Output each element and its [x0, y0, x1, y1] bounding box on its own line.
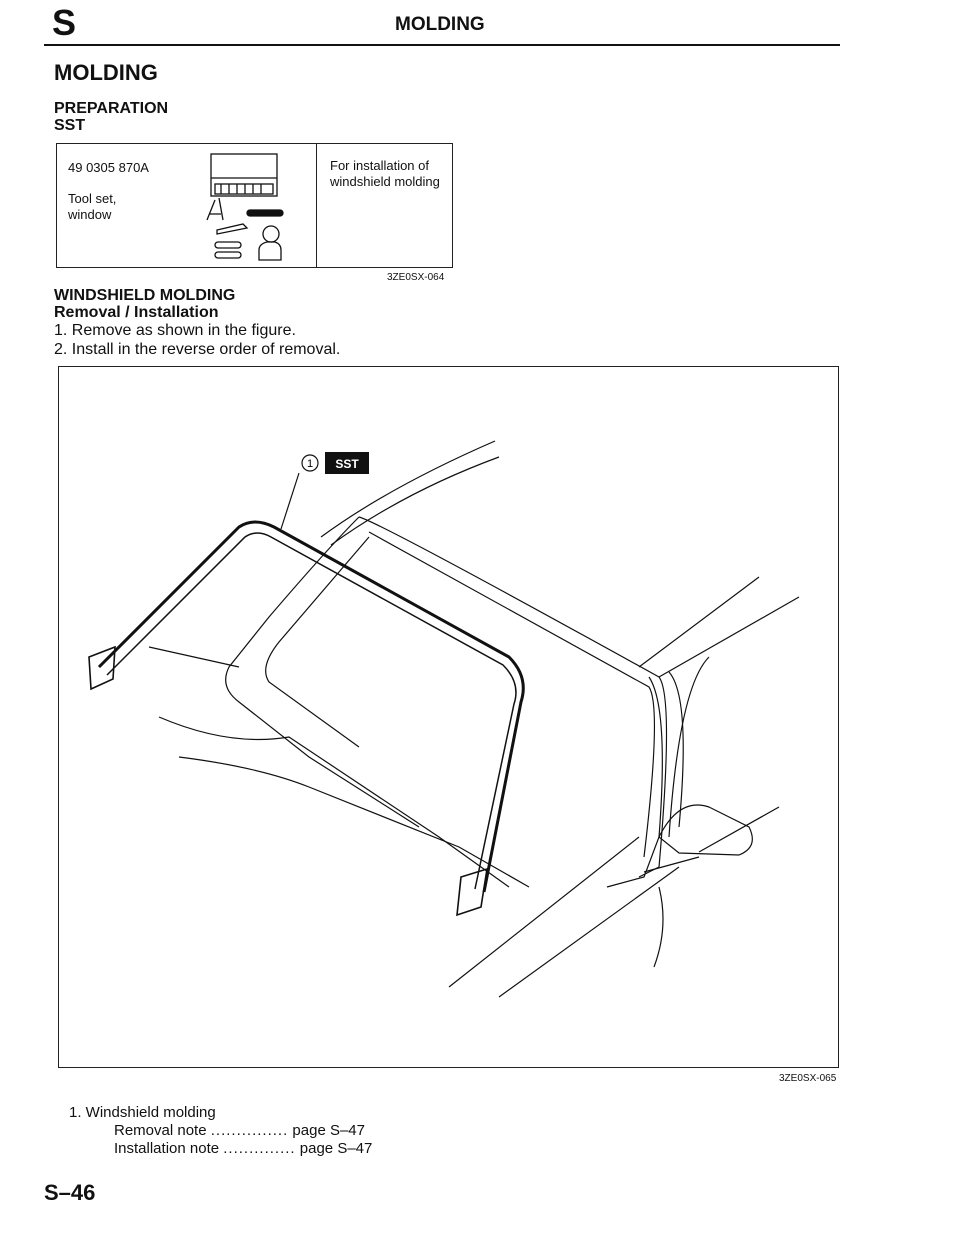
tool-name: Tool set, window [68, 191, 117, 222]
section-letter: S [52, 2, 77, 43]
image-code: 3ZE0SX-064 [387, 272, 445, 283]
page-heading: MOLDING [54, 60, 158, 85]
legend-row-leader: ............... [210, 1122, 289, 1139]
sst-table [56, 143, 453, 268]
section-title: WINDSHIELD MOLDING [54, 287, 236, 304]
step-2: 2. Install in the reverse order of removal. [54, 341, 341, 358]
header-title: MOLDING [395, 14, 485, 35]
table-divider [316, 144, 317, 267]
windshield-molding-illustration [59, 367, 838, 1067]
legend-row-leader: .............. [223, 1140, 296, 1157]
step-1: 1. Remove as shown in the figure. [54, 322, 296, 339]
legend-row [114, 1122, 365, 1140]
callout-number: 1 [306, 458, 314, 470]
legend-row [114, 1140, 372, 1158]
legend-row-label: Removal note [114, 1122, 207, 1139]
legend-row-label: Installation note [114, 1140, 220, 1157]
sst-heading: SST [54, 117, 86, 134]
tool-purpose: For installation of windshield molding [330, 158, 440, 189]
preparation-heading: PREPARATION [54, 100, 169, 117]
legend-row-page: page S–47 [299, 1140, 373, 1157]
tool-part-number: 49 0305 870A [68, 160, 149, 175]
header-rule [44, 44, 840, 46]
section-subtitle: Removal / Installation [54, 304, 219, 321]
legend-item: 1. Windshield molding [69, 1104, 216, 1121]
page-number: S–46 [44, 1180, 96, 1205]
figure-image-code: 3ZE0SX-065 [779, 1073, 837, 1084]
sst-badge-label: SST [335, 457, 359, 471]
tool-set-illustration [197, 148, 297, 266]
figure-frame [58, 366, 839, 1068]
legend-row-page: page S–47 [292, 1122, 365, 1139]
